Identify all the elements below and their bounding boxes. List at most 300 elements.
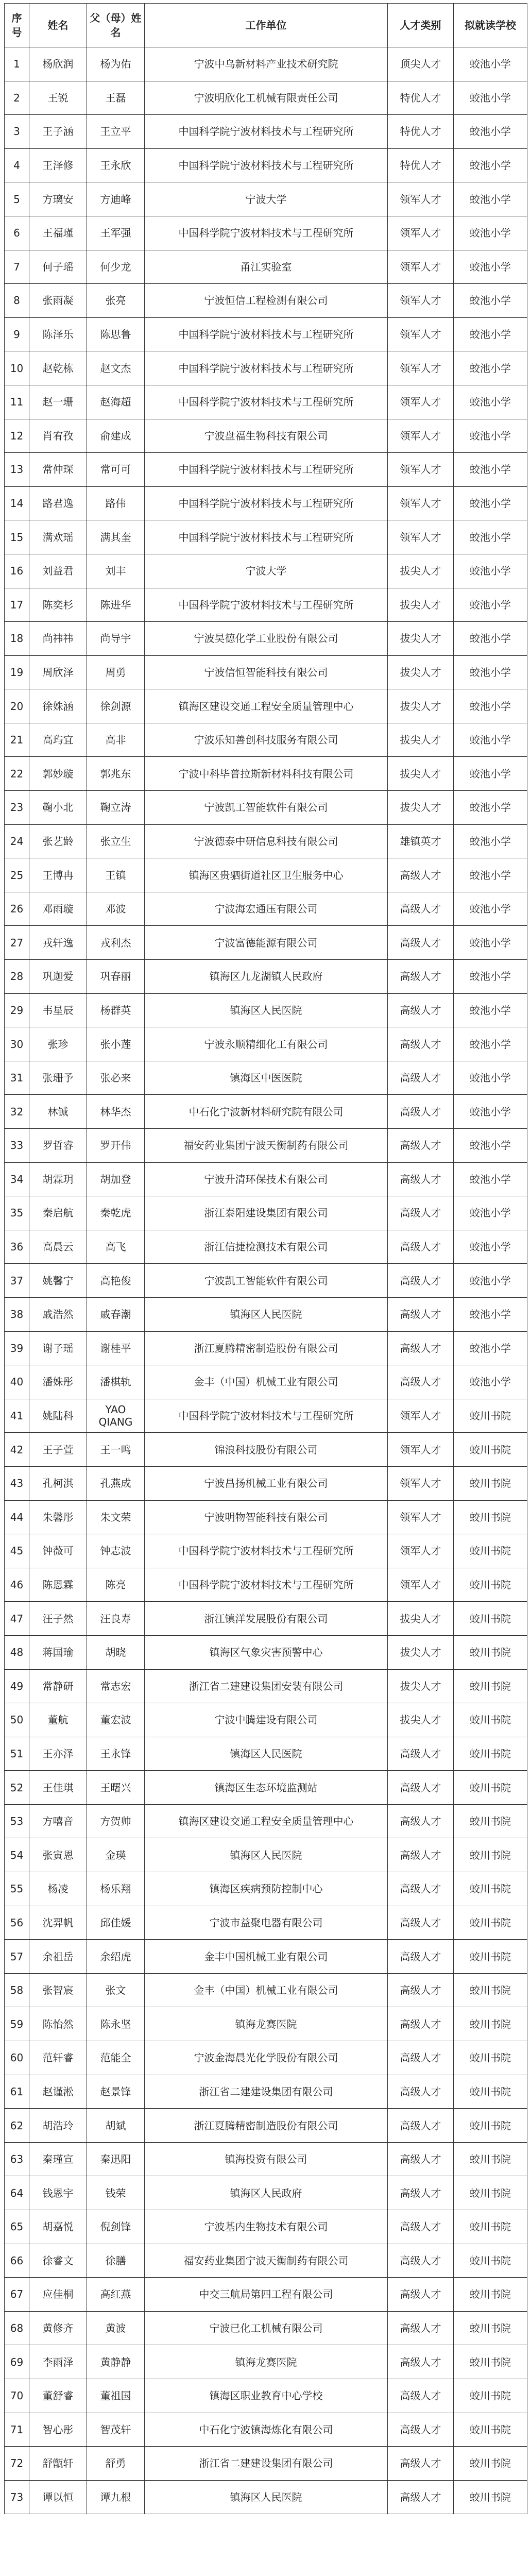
cell-no: 56 (5, 1906, 29, 1940)
cell-school: 蛟池小学 (454, 1061, 527, 1095)
cell-unit: 宁波明物智能科技有限公司 (145, 1500, 388, 1534)
cell-type: 领军人才 (388, 250, 454, 284)
table-row (5, 858, 527, 892)
cell-parent: 董宏波 (87, 1703, 145, 1737)
cell-type: 高级人才 (388, 892, 454, 926)
cell-school: 蛟川书院 (454, 1838, 527, 1872)
cell-name: 郭妙璇 (29, 757, 87, 791)
cell-type: 高级人才 (388, 2041, 454, 2075)
cell-school: 蛟川书院 (454, 2041, 527, 2075)
cell-name: 蒋国瑜 (29, 1635, 87, 1669)
table-row (5, 182, 527, 216)
cell-name: 高玙宜 (29, 723, 87, 757)
cell-name: 钱恩宇 (29, 2176, 87, 2210)
cell-school: 蛟池小学 (454, 1331, 527, 1365)
cell-no: 49 (5, 1669, 29, 1703)
cell-unit: 宁波昊德化学工业股份有限公司 (145, 622, 388, 656)
table-header (5, 4, 527, 47)
cell-name: 李雨泽 (29, 2345, 87, 2379)
cell-school: 蛟川书院 (454, 1602, 527, 1636)
cell-no: 28 (5, 960, 29, 994)
cell-name: 方璃安 (29, 182, 87, 216)
cell-parent: 何少龙 (87, 250, 145, 284)
cell-no: 50 (5, 1703, 29, 1737)
cell-no: 65 (5, 2210, 29, 2244)
table-row (5, 520, 527, 554)
table-row (5, 385, 527, 419)
table-row (5, 554, 527, 588)
cell-name: 秦瑾宣 (29, 2142, 87, 2176)
cell-type: 领军人才 (388, 317, 454, 351)
table-row (5, 2379, 527, 2413)
cell-name: 常仲琛 (29, 453, 87, 487)
cell-type: 高级人才 (388, 1737, 454, 1771)
table-row (5, 486, 527, 520)
cell-unit: 中国科学院宁波材料技术与工程研究所 (145, 520, 388, 554)
table-row (5, 148, 527, 182)
cell-no: 8 (5, 284, 29, 318)
table-row (5, 1466, 527, 1500)
cell-unit: 宁波恒信工程检测有限公司 (145, 284, 388, 318)
cell-no: 43 (5, 1466, 29, 1500)
cell-parent: 王永锋 (87, 1737, 145, 1771)
cell-no: 73 (5, 2480, 29, 2514)
cell-name: 尚祎祎 (29, 622, 87, 656)
cell-unit: 中国科学院宁波材料技术与工程研究所 (145, 351, 388, 385)
cell-no: 58 (5, 1973, 29, 2007)
table-row (5, 1027, 527, 1061)
cell-no: 29 (5, 993, 29, 1027)
table-row (5, 926, 527, 960)
table-row (5, 1534, 527, 1568)
cell-parent: 满其奎 (87, 520, 145, 554)
table-row (5, 1365, 527, 1399)
cell-school: 蛟池小学 (454, 351, 527, 385)
cell-type: 领军人才 (388, 1433, 454, 1467)
cell-name: 戎轩逸 (29, 926, 87, 960)
cell-school: 蛟川书院 (454, 1872, 527, 1906)
cell-school: 蛟川书院 (454, 1568, 527, 1602)
cell-name: 陈怡然 (29, 2007, 87, 2041)
cell-unit: 宁波市益聚电器有限公司 (145, 1906, 388, 1940)
table-row (5, 2210, 527, 2244)
table-row (5, 1331, 527, 1365)
cell-no: 30 (5, 1027, 29, 1061)
cell-unit: 宁波富德能源有限公司 (145, 926, 388, 960)
header-unit: 工作单位 (145, 4, 388, 47)
table-row (5, 1196, 527, 1230)
cell-school: 蛟池小学 (454, 588, 527, 622)
table-row (5, 81, 527, 115)
cell-type: 领军人才 (388, 520, 454, 554)
cell-name: 陈恩霖 (29, 1568, 87, 1602)
table-row (5, 689, 527, 723)
cell-unit: 镇海区贵驷街道社区卫生服务中心 (145, 858, 388, 892)
cell-unit: 宁波中腾建设有限公司 (145, 1703, 388, 1737)
cell-unit: 中国科学院宁波材料技术与工程研究所 (145, 1534, 388, 1568)
cell-type: 高级人才 (388, 2413, 454, 2447)
table-row (5, 824, 527, 858)
cell-unit: 镇海区人民医院 (145, 1297, 388, 1331)
cell-no: 10 (5, 351, 29, 385)
cell-name: 赵一珊 (29, 385, 87, 419)
cell-name: 王子萱 (29, 1433, 87, 1467)
cell-type: 特优人才 (388, 81, 454, 115)
cell-unit: 金丰（中国）机械工业有限公司 (145, 1973, 388, 2007)
cell-school: 蛟池小学 (454, 1196, 527, 1230)
table-row (5, 1264, 527, 1298)
cell-unit: 中石化宁波新材料研究院有限公司 (145, 1095, 388, 1129)
table-row (5, 588, 527, 622)
cell-parent: 范能全 (87, 2041, 145, 2075)
table-row (5, 1771, 527, 1805)
cell-type: 顶尖人才 (388, 47, 454, 81)
cell-school: 蛟池小学 (454, 1264, 527, 1298)
cell-name: 邓雨璇 (29, 892, 87, 926)
cell-parent: 罗开伟 (87, 1129, 145, 1163)
cell-type: 高级人才 (388, 1061, 454, 1095)
table-row (5, 2176, 527, 2210)
cell-name: 谢子瑶 (29, 1331, 87, 1365)
cell-unit: 浙江泰阳建设集团有限公司 (145, 1196, 388, 1230)
cell-type: 拔尖人才 (388, 723, 454, 757)
table-row (5, 892, 527, 926)
cell-no: 69 (5, 2345, 29, 2379)
table-row (5, 317, 527, 351)
cell-unit: 宁波已化工机械有限公司 (145, 2311, 388, 2345)
cell-no: 44 (5, 1500, 29, 1534)
cell-no: 42 (5, 1433, 29, 1467)
cell-parent: YAO QIANG (87, 1399, 145, 1433)
cell-parent: 黄波 (87, 2311, 145, 2345)
cell-unit: 浙江省二建建设集团安装有限公司 (145, 1669, 388, 1703)
cell-parent: 孔燕成 (87, 1466, 145, 1500)
cell-unit: 镇海龙赛医院 (145, 2007, 388, 2041)
cell-type: 拔尖人才 (388, 622, 454, 656)
cell-unit: 镇海区建设交通工程安全质量管理中心 (145, 1804, 388, 1838)
cell-parent: 高非 (87, 723, 145, 757)
cell-type: 高级人才 (388, 2480, 454, 2514)
cell-school: 蛟池小学 (454, 486, 527, 520)
cell-parent: 王镇 (87, 858, 145, 892)
cell-type: 高级人才 (388, 1906, 454, 1940)
cell-school: 蛟川书院 (454, 2413, 527, 2447)
table-row (5, 1500, 527, 1534)
cell-parent: 杨群英 (87, 993, 145, 1027)
cell-name: 汪子然 (29, 1602, 87, 1636)
cell-parent: 钱荣 (87, 2176, 145, 2210)
table-row (5, 622, 527, 656)
cell-parent: 钟志波 (87, 1534, 145, 1568)
table-row (5, 723, 527, 757)
cell-school: 蛟池小学 (454, 419, 527, 453)
cell-unit: 金丰中国机械工业有限公司 (145, 1940, 388, 1974)
cell-name: 沈羿帆 (29, 1906, 87, 1940)
cell-school: 蛟池小学 (454, 960, 527, 994)
cell-no: 25 (5, 858, 29, 892)
cell-type: 拔尖人才 (388, 689, 454, 723)
table-row (5, 2142, 527, 2176)
cell-unit: 中国科学院宁波材料技术与工程研究所 (145, 588, 388, 622)
cell-school: 蛟池小学 (454, 1230, 527, 1264)
cell-unit: 中国科学院宁波材料技术与工程研究所 (145, 1399, 388, 1433)
cell-no: 35 (5, 1196, 29, 1230)
cell-no: 70 (5, 2379, 29, 2413)
cell-type: 拔尖人才 (388, 1635, 454, 1669)
header-name: 姓名 (29, 4, 87, 47)
cell-type: 高级人才 (388, 1804, 454, 1838)
cell-type: 高级人才 (388, 1129, 454, 1163)
cell-parent: 张亮 (87, 284, 145, 318)
table-row (5, 1973, 527, 2007)
cell-no: 14 (5, 486, 29, 520)
cell-parent: 潘棋轨 (87, 1365, 145, 1399)
cell-unit: 浙江省二建建设集团有限公司 (145, 2447, 388, 2481)
cell-parent: 路伟 (87, 486, 145, 520)
header-type: 人才类别 (388, 4, 454, 47)
table-row (5, 2413, 527, 2447)
cell-unit: 中国科学院宁波材料技术与工程研究所 (145, 216, 388, 250)
cell-no: 21 (5, 723, 29, 757)
cell-unit: 镇海区人民医院 (145, 993, 388, 1027)
table-row (5, 1129, 527, 1163)
cell-school: 蛟川书院 (454, 1737, 527, 1771)
cell-type: 领军人才 (388, 182, 454, 216)
cell-school: 蛟池小学 (454, 148, 527, 182)
cell-name: 钟薇可 (29, 1534, 87, 1568)
cell-type: 高级人才 (388, 993, 454, 1027)
cell-unit: 中国科学院宁波材料技术与工程研究所 (145, 317, 388, 351)
cell-name: 董舒睿 (29, 2379, 87, 2413)
cell-parent: 高红燕 (87, 2278, 145, 2312)
cell-name: 王博冉 (29, 858, 87, 892)
cell-type: 高级人才 (388, 2210, 454, 2244)
cell-school: 蛟川书院 (454, 2447, 527, 2481)
cell-unit: 宁波乐知善创科技服务有限公司 (145, 723, 388, 757)
table-row (5, 284, 527, 318)
table-row (5, 1162, 527, 1196)
cell-no: 23 (5, 791, 29, 825)
table-row (5, 250, 527, 284)
cell-unit: 镇海龙赛医院 (145, 2345, 388, 2379)
cell-no: 59 (5, 2007, 29, 2041)
cell-unit: 浙江镇洋发展股份有限公司 (145, 1602, 388, 1636)
cell-type: 高级人才 (388, 1365, 454, 1399)
cell-no: 27 (5, 926, 29, 960)
cell-school: 蛟池小学 (454, 1297, 527, 1331)
cell-type: 高级人才 (388, 1973, 454, 2007)
cell-parent: 徐膳 (87, 2244, 145, 2278)
cell-type: 领军人才 (388, 1568, 454, 1602)
cell-type: 高级人才 (388, 2345, 454, 2379)
cell-school: 蛟池小学 (454, 453, 527, 487)
cell-type: 高级人才 (388, 2278, 454, 2312)
cell-type: 雄镇英才 (388, 824, 454, 858)
cell-no: 48 (5, 1635, 29, 1669)
cell-school: 蛟川书院 (454, 2480, 527, 2514)
table-row (5, 1872, 527, 1906)
cell-no: 39 (5, 1331, 29, 1365)
cell-no: 57 (5, 1940, 29, 1974)
cell-no: 53 (5, 1804, 29, 1838)
cell-no: 24 (5, 824, 29, 858)
cell-type: 高级人才 (388, 2075, 454, 2109)
cell-school: 蛟川书院 (454, 1399, 527, 1433)
cell-no: 36 (5, 1230, 29, 1264)
cell-parent: 杨乐翔 (87, 1872, 145, 1906)
cell-type: 高级人才 (388, 2142, 454, 2176)
cell-parent: 常可可 (87, 453, 145, 487)
cell-no: 61 (5, 2075, 29, 2109)
cell-no: 7 (5, 250, 29, 284)
cell-school: 蛟池小学 (454, 791, 527, 825)
table-row (5, 1940, 527, 1974)
cell-type: 拔尖人才 (388, 554, 454, 588)
cell-school: 蛟池小学 (454, 115, 527, 149)
cell-parent: 赵景锋 (87, 2075, 145, 2109)
cell-school: 蛟池小学 (454, 892, 527, 926)
header-parent: 父（母）姓名 (87, 4, 145, 47)
cell-name: 王泽修 (29, 148, 87, 182)
cell-type: 高级人才 (388, 1297, 454, 1331)
cell-name: 董航 (29, 1703, 87, 1737)
cell-parent: 胡加登 (87, 1162, 145, 1196)
cell-type: 高级人才 (388, 926, 454, 960)
cell-unit: 中国科学院宁波材料技术与工程研究所 (145, 148, 388, 182)
table-row (5, 351, 527, 385)
cell-name: 张寅恩 (29, 1838, 87, 1872)
cell-type: 领军人才 (388, 1534, 454, 1568)
cell-no: 6 (5, 216, 29, 250)
cell-type: 高级人才 (388, 2244, 454, 2278)
cell-parent: 常志宏 (87, 1669, 145, 1703)
cell-school: 蛟池小学 (454, 216, 527, 250)
table-row (5, 993, 527, 1027)
cell-unit: 镇海区人民医院 (145, 1737, 388, 1771)
cell-no: 40 (5, 1365, 29, 1399)
cell-type: 高级人才 (388, 1027, 454, 1061)
cell-name: 王锐 (29, 81, 87, 115)
cell-unit: 宁波凯工智能软件有限公司 (145, 1264, 388, 1298)
cell-unit: 浙江夏腾精密制造股份有限公司 (145, 2109, 388, 2143)
table-row (5, 1804, 527, 1838)
table-row (5, 47, 527, 81)
cell-parent: 胡晓 (87, 1635, 145, 1669)
cell-name: 胡嘉悦 (29, 2210, 87, 2244)
cell-parent: 陈思鲁 (87, 317, 145, 351)
cell-type: 领军人才 (388, 486, 454, 520)
cell-name: 常静研 (29, 1669, 87, 1703)
cell-parent: 金瑛 (87, 1838, 145, 1872)
cell-name: 王佳琪 (29, 1771, 87, 1805)
table-row (5, 2244, 527, 2278)
cell-name: 孔柯淇 (29, 1466, 87, 1500)
cell-no: 60 (5, 2041, 29, 2075)
cell-school: 蛟池小学 (454, 554, 527, 588)
cell-unit: 宁波中乌新材料产业技术研究院 (145, 47, 388, 81)
cell-unit: 镇海区人民政府 (145, 2176, 388, 2210)
cell-type: 高级人才 (388, 1331, 454, 1365)
cell-unit: 镇海区九龙湖镇人民政府 (145, 960, 388, 994)
table-row (5, 655, 527, 689)
cell-type: 拔尖人才 (388, 1602, 454, 1636)
cell-unit: 镇海区生态环境监测站 (145, 1771, 388, 1805)
cell-school: 蛟池小学 (454, 993, 527, 1027)
cell-name: 肖宥孜 (29, 419, 87, 453)
table-body (5, 47, 527, 2514)
cell-type: 高级人才 (388, 858, 454, 892)
cell-unit: 中交三航局第四工程有限公司 (145, 2278, 388, 2312)
cell-type: 领军人才 (388, 284, 454, 318)
cell-school: 蛟川书院 (454, 1940, 527, 1974)
cell-school: 蛟池小学 (454, 689, 527, 723)
cell-type: 拔尖人才 (388, 655, 454, 689)
cell-type: 特优人才 (388, 148, 454, 182)
cell-no: 67 (5, 2278, 29, 2312)
cell-parent: 俞建成 (87, 419, 145, 453)
cell-school: 蛟池小学 (454, 1095, 527, 1129)
cell-parent: 方贺帅 (87, 1804, 145, 1838)
cell-name: 范轩睿 (29, 2041, 87, 2075)
table-row (5, 419, 527, 453)
cell-name: 应佳桐 (29, 2278, 87, 2312)
cell-no: 63 (5, 2142, 29, 2176)
cell-no: 64 (5, 2176, 29, 2210)
cell-school: 蛟池小学 (454, 81, 527, 115)
cell-name: 张艺龄 (29, 824, 87, 858)
cell-unit: 镇海投资有限公司 (145, 2142, 388, 2176)
cell-no: 17 (5, 588, 29, 622)
cell-unit: 中国科学院宁波材料技术与工程研究所 (145, 453, 388, 487)
cell-school: 蛟川书院 (454, 2176, 527, 2210)
cell-type: 高级人才 (388, 1230, 454, 1264)
table-row (5, 1095, 527, 1129)
cell-parent: 王磊 (87, 81, 145, 115)
cell-unit: 宁波大学 (145, 182, 388, 216)
cell-type: 高级人才 (388, 1771, 454, 1805)
cell-school: 蛟池小学 (454, 824, 527, 858)
cell-name: 周欣泽 (29, 655, 87, 689)
cell-type: 高级人才 (388, 1838, 454, 1872)
cell-no: 3 (5, 115, 29, 149)
cell-name: 胡浩玲 (29, 2109, 87, 2143)
cell-school: 蛟池小学 (454, 47, 527, 81)
cell-school: 蛟川书院 (454, 2109, 527, 2143)
cell-school: 蛟池小学 (454, 1027, 527, 1061)
table-row (5, 1635, 527, 1669)
cell-name: 徐睿文 (29, 2244, 87, 2278)
talent-table (4, 3, 527, 2514)
table-row (5, 2278, 527, 2312)
cell-type: 高级人才 (388, 2176, 454, 2210)
cell-school: 蛟池小学 (454, 250, 527, 284)
cell-school: 蛟川书院 (454, 1906, 527, 1940)
cell-name: 杨欣润 (29, 47, 87, 81)
cell-no: 41 (5, 1399, 29, 1433)
cell-parent: 张文 (87, 1973, 145, 2007)
cell-school: 蛟川书院 (454, 1669, 527, 1703)
cell-parent: 戎利杰 (87, 926, 145, 960)
table-row (5, 2007, 527, 2041)
cell-unit: 锦浪科技股份有限公司 (145, 1433, 388, 1467)
cell-parent: 郭兆东 (87, 757, 145, 791)
cell-type: 高级人才 (388, 1162, 454, 1196)
cell-type: 拔尖人才 (388, 757, 454, 791)
cell-unit: 浙江省二建建设集团有限公司 (145, 2075, 388, 2109)
cell-parent: 尚导宇 (87, 622, 145, 656)
cell-parent: 高飞 (87, 1230, 145, 1264)
cell-unit: 金丰（中国）机械工业有限公司 (145, 1365, 388, 1399)
